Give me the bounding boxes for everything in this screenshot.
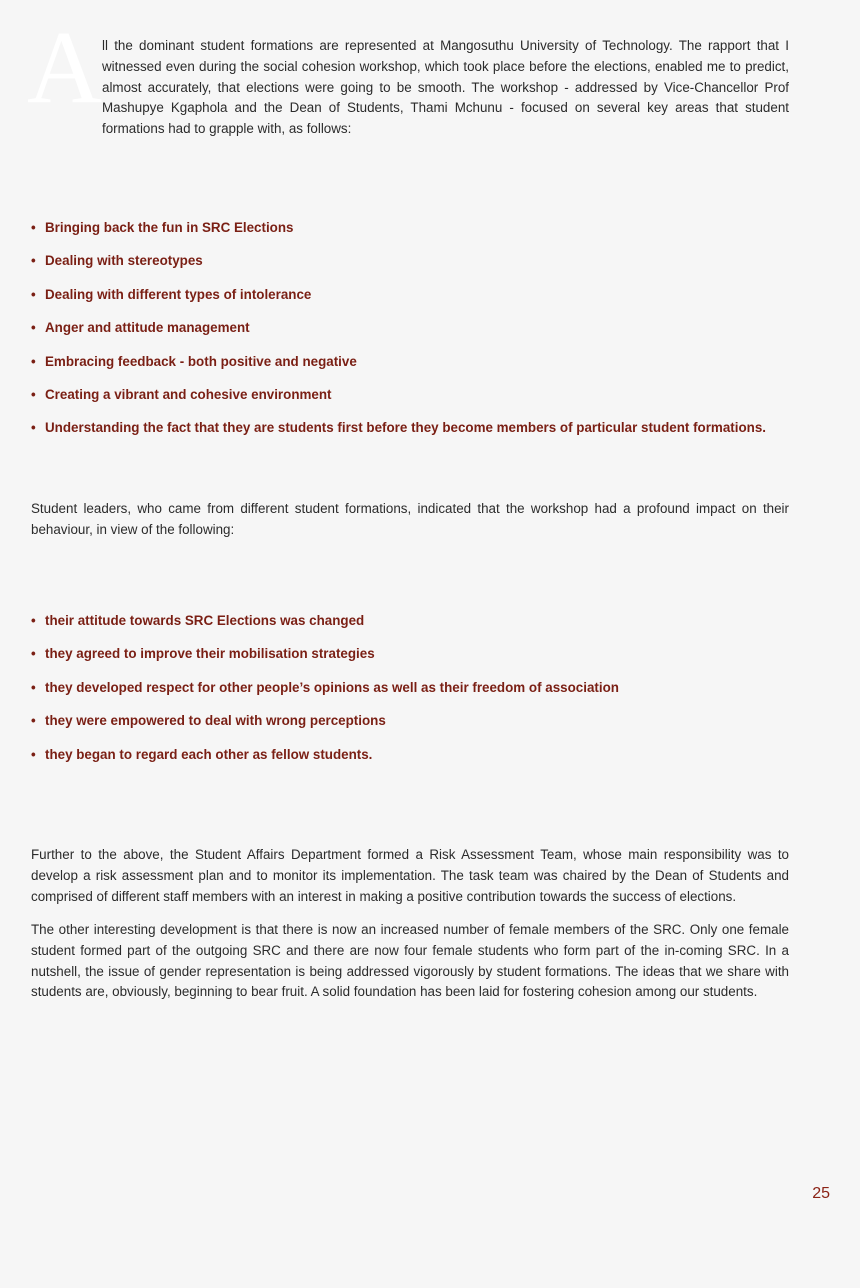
list-item-text: Dealing with different types of intolerance <box>45 286 312 302</box>
list-item <box>31 318 811 351</box>
list-item <box>31 218 811 251</box>
bullet-icon: • <box>31 353 36 369</box>
list-item-text: Understanding the fact that they are students first before they become members of particular student formations. <box>45 420 766 436</box>
list-item <box>31 285 811 318</box>
drop-cap: A <box>27 10 103 125</box>
bullet-icon: • <box>31 220 36 235</box>
list-item <box>31 385 811 418</box>
impact-intro-paragraph: Student leaders, who came from different student formations, indicated that the workshop had a profound impact on their behaviour, in view of the following: <box>31 501 789 537</box>
list-item <box>31 745 811 778</box>
list-item-text: Bringing back the fun in SRC Elections <box>45 220 294 235</box>
list-item-text: their attitude towards SRC Elections was changed <box>45 613 365 628</box>
bullet-icon: • <box>31 386 36 402</box>
bullet-icon: • <box>31 613 36 628</box>
page-number: 25 <box>812 1185 830 1202</box>
bullet-icon: • <box>31 420 36 436</box>
list-item-text: they agreed to improve their mobilisation strategies <box>45 646 375 662</box>
bullet-icon: • <box>31 713 36 729</box>
list-item <box>31 352 811 385</box>
list-item <box>31 418 811 451</box>
list-item-text: they were empowered to deal with wrong perceptions <box>45 713 386 729</box>
list-item-text: Dealing with stereotypes <box>45 253 203 269</box>
gender-representation-paragraph: The other interesting development is that there is now an increased number of female members of the SRC. Only one female student formed part of the outgoing SRC and there are now four female students who form part of the in-coming SRC. In a nutshell, the issue of gender representation is being addressed vigorously by student formations. The ideas that we share with students are, obviously, beginning to bear fruit. A solid foundation has been laid for fostering cohesion among our students. <box>31 922 789 1000</box>
key-areas-list <box>31 218 811 452</box>
risk-assessment-paragraph: Further to the above, the Student Affairs Department formed a Risk Assessment Team, whose main responsibility was to develop a risk assessment plan and to monitor its implementation. The task team was chaired by the Dean of Students and comprised of different staff members with an interest in making a positive contribution towards the success of elections. <box>31 847 789 904</box>
intro-paragraph: ll the dominant student formations are represented at Mangosuthu University of Technology. The rapport that I witnessed even during the social cohesion workshop, which took place before the elections, enabled me to predict, almost accurately, that elections were going to be smooth. The workshop - addressed by Vice-Chancellor Prof Mashupye Kgaphola and the Dean of Students, Thami Mchunu - focused on several key areas that student formations had to grapple with, as follows: <box>102 38 789 137</box>
list-item <box>31 678 811 711</box>
list-item <box>31 711 811 744</box>
bullet-icon: • <box>31 679 36 695</box>
bullet-icon: • <box>31 646 36 662</box>
list-item <box>31 251 811 284</box>
list-item-text: they began to regard each other as fellow students. <box>45 746 373 762</box>
list-item-text: Embracing feedback - both positive and negative <box>45 353 357 369</box>
list-item-text: Creating a vibrant and cohesive environment <box>45 386 332 402</box>
bullet-icon: • <box>31 286 36 302</box>
impacts-list <box>31 611 811 778</box>
list-item <box>31 611 811 644</box>
list-item <box>31 644 811 677</box>
bullet-icon: • <box>31 320 36 336</box>
list-item-text: Anger and attitude management <box>45 320 250 336</box>
list-item-text: they developed respect for other people’s opinions as well as their freedom of association <box>45 679 619 695</box>
bullet-icon: • <box>31 253 36 269</box>
bullet-icon: • <box>31 746 36 762</box>
